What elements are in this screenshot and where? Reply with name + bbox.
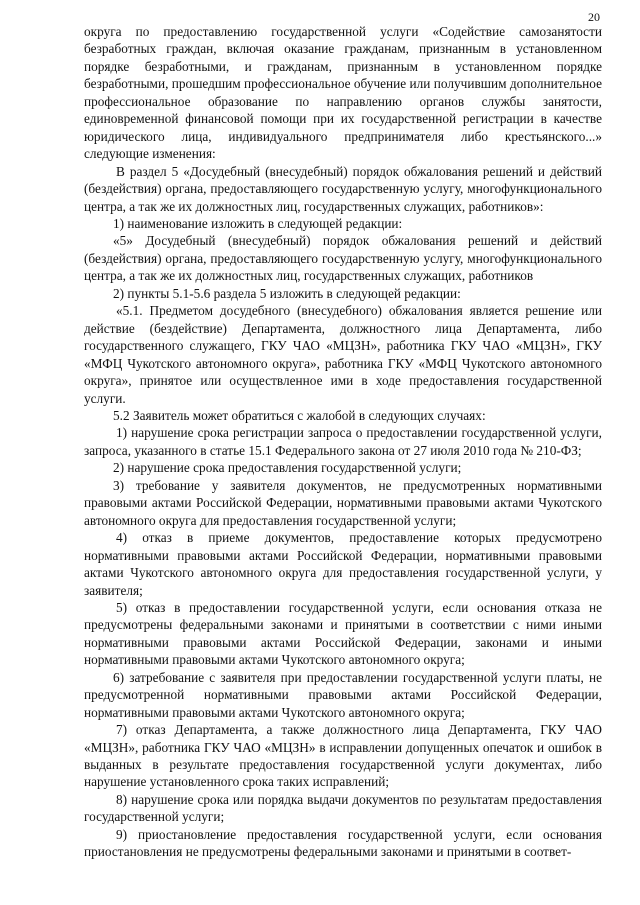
paragraph-5-2: 5.2 Заявитель может обратиться с жалобой в следующих случаях: <box>113 407 486 423</box>
paragraph-item-2: 2) пункты 5.1-5.6 раздела 5 изложить в следующей редакции: <box>113 285 461 301</box>
list-item-6: 6) затребование с заявителя при предоставлении государственной услуги платы, не предусмотренной нормативными правовыми актами Российской Федерации, нормативными правовыми актами Чукотского автономного округа; <box>84 669 602 720</box>
paragraph-section-5-title: «5» Досудебный (внесудебный) порядок обжалования решений и действий (бездействия) органа, предоставляющего государственную услугу, многофункционального центра, а так же их должностных лиц, государственных служащих, работников <box>84 233 602 284</box>
paragraph-item-1: 1) наименование изложить в следующей редакции: <box>113 215 403 231</box>
list-item-2: 2) нарушение срока предоставления государственной услуги; <box>113 460 462 476</box>
page-number: 20 <box>588 10 600 24</box>
list-item-9: 9) приостановление предоставления государственной услуги, если основания приостановления не предусмотрены федеральными законами и принятыми в соответ- <box>84 826 602 860</box>
list-item-8: 8) нарушение срока или порядка выдачи документов по результатам предоставления государственной услуги; <box>84 791 602 825</box>
list-item-7: 7) отказ Департамента, а также должностного лица Департамента, ГКУ ЧАО «МЦЗН», работника ГКУ ЧАО «МЦЗН» в исправлении допущенных опечаток и ошибок в выданных в результате предоставления государственной услуги документах, либо нарушение установленного срока таких исправлений; <box>84 722 602 790</box>
list-item-1: 1) нарушение срока регистрации запроса о предоставлении государственной услуги, запроса, указанного в статье 15.1 Федерального закона от 27 июля 2010 года № 210-ФЗ; <box>84 425 602 458</box>
paragraph-5-1: «5.1. Предметом досудебного (внесудебного) обжалования является решение или действие (бездействие) Департамента, должностного лица Департамента, либо государственного служащего, ГКУ ЧАО «МЦЗН», работника ГКУ ЧАО «МЦЗН», ГКУ «МФЦ Чукотского автономного округа», работника ГКУ «МФЦ Чукотского автономного округа», принятое или осуществленное ими в ходе предоставления государственной услуги. <box>84 303 602 406</box>
document-body <box>84 23 602 861</box>
list-item-3: 3) требование у заявителя документов, не предусмотренных нормативными правовыми актами Российской Федерации, нормативными правовыми актами Чукотского автономного округа для предоставления государственной услуги; <box>84 477 602 528</box>
list-item-5: 5) отказ в предоставлении государственной услуги, если основания отказа не предусмотрены федеральными законами и принятыми в соответствии с ними иными нормативными правовыми актами Российской Федерации, законами и иными нормативными правовыми актами Чукотского автономного округа; <box>84 599 602 668</box>
paragraph-section-5-intro: В раздел 5 «Досудебный (внесудебный) порядок обжалования решений и действий (бездействия) органа, предоставляющего государственную услугу, многофункционального центра, а так же их должностных лиц, государственных служащих, работников»: <box>84 163 602 214</box>
list-item-4: 4) отказ в приеме документов, предоставление которых предусмотрено нормативными правовыми актами Российской Федерации, нормативными правовыми актами Чукотского автономного округа для предоставления государственной услуги, у заявителя; <box>84 530 602 598</box>
paragraph-continuation: округа по предоставлению государственной услуги «Содействие самозанятости безработных граждан, включая оказание гражданам, признанным в установленном порядке безработными, и гражданам, признанным в установленном порядке безработными, прошедшим профессиональное обучение или получившим дополнительное профессиональное образование по направлению органов службы занятости, единовременной финансовой помощи при их государственной регистрации в качестве юридического лица, индивидуального предпринимателя либо крестьянского...» следующие изменения: <box>84 24 602 162</box>
